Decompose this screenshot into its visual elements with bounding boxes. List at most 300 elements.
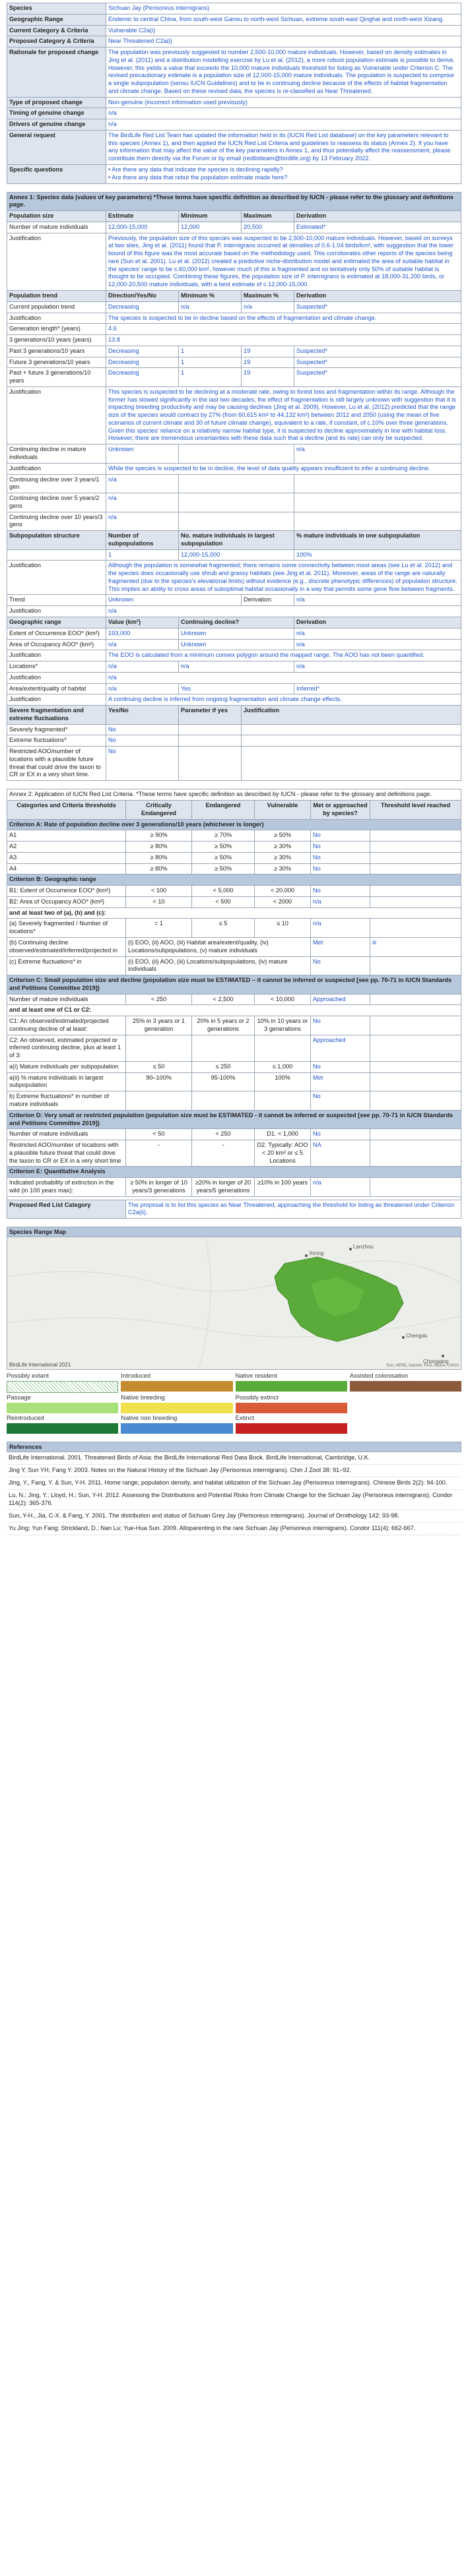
- data-row: [7, 628, 461, 639]
- table-cell: a(ii) % mature individuals in largest subpopulation: [7, 1072, 126, 1091]
- table-cell: 19: [242, 368, 294, 387]
- header-row: [7, 290, 461, 301]
- data-row: [7, 1016, 461, 1035]
- table-cell: Decreasing: [106, 368, 179, 387]
- data-row: [7, 830, 461, 842]
- table-cell: [126, 1091, 192, 1111]
- legend-label: Introduced: [121, 1372, 151, 1380]
- table-cell: ≤ 10: [255, 919, 311, 938]
- data-row: [7, 368, 461, 387]
- criterion-title: Criterion A: Rate of population decline over 3 generations/10 years (whichever is longer): [7, 819, 461, 830]
- table-cell: Continuing decline in mature individuals: [7, 445, 106, 464]
- table-cell: 12,000-15,000: [106, 222, 179, 233]
- summary-row: [7, 119, 461, 131]
- legend-item: [121, 1394, 232, 1413]
- criterion-row: [7, 1110, 461, 1129]
- legend-label: [350, 1394, 461, 1401]
- summary-value: • Are there any data that indicate the species is declining rapidly? • Are there any data that rebut the population estimate made here?: [106, 165, 461, 184]
- table-cell: No: [311, 842, 370, 853]
- legend-swatch: [121, 1423, 232, 1434]
- summary-row: [7, 97, 461, 108]
- criterion-title: Criterion D: Very small or restricted population (population size must be ESTIMATED - it cannot be inferred or suspected [see pp. 70-71 in IUCN Standards and Petitions Committee 2019]): [7, 1110, 461, 1129]
- range-map-svg: [7, 1237, 461, 1369]
- table-cell: < 250: [192, 1129, 255, 1140]
- table-cell: B1: Extent of Occurrence EOO* (km²): [7, 886, 126, 897]
- column-header: Critically Endangered: [126, 801, 192, 820]
- table-cell: < 100: [126, 886, 192, 897]
- summary-row: [7, 25, 461, 36]
- legend-label: Extinct: [235, 1415, 255, 1423]
- criterion-note: and at least two of (a), (b) and (c):: [7, 907, 461, 919]
- data-row: [7, 301, 461, 313]
- summary-label: Current Category & Criteria: [7, 25, 106, 36]
- column-header: No. mature individuals in largest subpopulation: [179, 531, 294, 550]
- data-row: [7, 512, 461, 531]
- table-cell: D1. < 1,000: [255, 1129, 311, 1140]
- table-cell: [370, 863, 461, 874]
- table-cell: Restricted AOO/number of locations with a plausible future threat that could drive the taxon to CR or EX in a very short time.: [7, 747, 106, 781]
- data-row: [7, 1140, 461, 1167]
- table-cell: 193,000: [106, 628, 179, 639]
- legend-swatch: [7, 1403, 118, 1413]
- table-cell: NA: [311, 1140, 370, 1167]
- table-cell: 19: [242, 346, 294, 357]
- table-cell: 13.8: [106, 335, 461, 346]
- table-cell: 100%: [294, 549, 461, 561]
- table-cell: [370, 830, 461, 842]
- table-cell: [370, 919, 461, 938]
- justification-row: [7, 650, 461, 661]
- table-cell: < 500: [192, 896, 255, 907]
- table-cell: Generation length* (years): [7, 324, 106, 335]
- justification-row: [7, 313, 461, 324]
- table-cell: n/a: [106, 661, 179, 673]
- table-cell: [192, 1091, 255, 1111]
- justification-text: n/a: [106, 672, 461, 683]
- data-row: [7, 493, 461, 512]
- table-cell: 20,500: [242, 222, 294, 233]
- table-cell: [126, 1035, 192, 1061]
- legend-item: [236, 1415, 347, 1434]
- table-cell: (i) EOO, (ii) AOO, (iii) Habitat area/extent/quality, (iv) Locations/subpopulations, (v) mature individuals: [126, 937, 311, 956]
- table-cell: ≥ 80%: [126, 852, 192, 863]
- data-row: [7, 956, 461, 975]
- column-header: Estimate: [106, 211, 179, 222]
- table-cell: No: [311, 886, 370, 897]
- column-header: Derivation: [294, 290, 461, 301]
- summary-value: n/a: [106, 108, 461, 119]
- justification-text: The EOO is calculated from a minimum convex polygon around the mapped range. The AOO has not been quantified.: [106, 650, 461, 661]
- legend-swatch: [7, 1423, 118, 1434]
- table-cell: [370, 842, 461, 853]
- criterion-row: [7, 874, 461, 886]
- table-cell: [370, 994, 461, 1005]
- data-row: [7, 222, 461, 233]
- table-cell: ≤ 5: [192, 919, 255, 938]
- note-row: [7, 907, 461, 919]
- range-map[interactable]: [7, 1237, 461, 1370]
- legend-label: Native resident: [235, 1372, 277, 1380]
- table-cell: Approached: [311, 994, 370, 1005]
- table-cell: Justification: [7, 463, 106, 474]
- data-row: [7, 735, 461, 747]
- table-cell: ≥ 90%: [126, 830, 192, 842]
- data-row: [7, 474, 461, 493]
- table-cell: n/a: [294, 445, 461, 464]
- table-cell: ≥ 80%: [126, 842, 192, 853]
- table-cell: n/a: [294, 661, 461, 673]
- table-cell: (i) EOO, (ii) AOO, (iii) Locations/subpopulations, (iv) mature individuals: [126, 956, 311, 975]
- table-cell: No: [311, 1129, 370, 1140]
- table-cell: B2: Area of Occupancy AOO* (km²): [7, 896, 126, 907]
- legend-swatch: [350, 1403, 461, 1413]
- table-cell: n/a: [106, 639, 179, 650]
- summary-value: Non-genuine (incorrect information used previously): [106, 97, 461, 108]
- table-cell: ≥ 30%: [255, 852, 311, 863]
- table-cell: No: [106, 735, 179, 747]
- table-cell: n/a: [106, 493, 179, 512]
- column-header: Justification: [242, 706, 461, 725]
- summary-label: Rationale for proposed change: [7, 47, 106, 98]
- table-cell: Justification: [7, 606, 106, 617]
- data-row: [7, 852, 461, 863]
- justification-row: [7, 233, 461, 290]
- table-cell: Severe fragmentation and extreme fluctuations: [7, 706, 106, 725]
- table-cell: 1: [179, 357, 242, 368]
- table-cell: < 5,000: [192, 886, 255, 897]
- legend-label: Possibly extant: [7, 1372, 49, 1380]
- table-cell: 1: [179, 346, 242, 357]
- table-cell: n/a: [294, 628, 461, 639]
- data-row: [7, 683, 461, 694]
- table-cell: [370, 956, 461, 975]
- table-cell: [370, 886, 461, 897]
- table-cell: Inferred*: [294, 683, 461, 694]
- data-row: [7, 1091, 461, 1111]
- summary-value: Endemic to central China, from south-west Gansu to north-west Sichuan, extreme south-east Qinghai and north-west Xizang.: [106, 14, 461, 25]
- table-cell: Met: [311, 937, 370, 956]
- summary-label: Timing of genuine change: [7, 108, 106, 119]
- table-cell: No: [311, 1016, 370, 1035]
- legend-label: Native breeding: [121, 1394, 165, 1402]
- data-row: [7, 595, 461, 606]
- table-cell: Suspected*: [294, 346, 461, 357]
- table-cell: [370, 852, 461, 863]
- table-cell: 90–100%: [126, 1072, 192, 1091]
- table-cell: Justification: [7, 386, 106, 444]
- table-cell: Continuing decline over 3 years/1 gen: [7, 474, 106, 493]
- table-cell: C1: An observed/estimated/projected continuing decline of at least:: [7, 1016, 126, 1035]
- legend-label: Reintroduced: [7, 1415, 44, 1423]
- table-cell: D2. Typically: AOO < 20 km² or ≤ 5 Locations: [255, 1140, 311, 1167]
- map-esri-credit: Esri, HERE, Garmin, FAO, NOAA, USGS: [386, 1364, 459, 1368]
- table-cell: n/a: [311, 896, 370, 907]
- justification-text: A continuing decline is inferred from ongoing fragmentation and climate change effects.: [106, 694, 461, 706]
- table-cell: Number of mature individuals: [7, 1129, 126, 1140]
- table-cell: Area of Occupancy AOO* (km²): [7, 639, 106, 650]
- table-cell: Derivation: [294, 617, 461, 629]
- data-row: [7, 994, 461, 1005]
- table-cell: [7, 549, 106, 561]
- data-row: [7, 937, 461, 956]
- table-cell: Current population trend: [7, 301, 106, 313]
- data-row: [7, 724, 461, 735]
- proposed-row: [7, 1200, 461, 1219]
- table-cell: % mature individuals in one subpopulation: [294, 531, 461, 550]
- column-header: Population size: [7, 211, 106, 222]
- table-cell: 95-100%: [192, 1072, 255, 1091]
- table-cell: n/a: [179, 661, 294, 673]
- table-cell: < 20,000: [255, 886, 311, 897]
- summary-row: [7, 165, 461, 184]
- justification-text: n/a: [106, 606, 461, 617]
- criterion-title: Criterion E: Quantitative Analysis: [7, 1167, 461, 1178]
- table-cell: ≥ 30%: [255, 863, 311, 874]
- table-cell: [370, 1178, 461, 1197]
- map-title: Species Range Map: [7, 1227, 461, 1237]
- table-cell: 1: [106, 549, 179, 561]
- header-row: [7, 211, 461, 222]
- table-cell: ≥ 50%: [255, 830, 311, 842]
- table-cell: No: [106, 747, 179, 781]
- references-section: [7, 1442, 461, 1535]
- place-label: Chongqing: [423, 1359, 449, 1365]
- data-row: [7, 1129, 461, 1140]
- legend-item: [350, 1372, 461, 1393]
- reference-item: Sun, Y-H., Jia, C-X. & Fang, Y. 2001. The distribution and status of Sichuan Grey Jay (Perisoreus internigrans). Journal of Ornithology 142: 93-98.: [7, 1510, 461, 1523]
- column-header: Met or approached by species?: [311, 801, 370, 820]
- data-row: [7, 346, 461, 357]
- table-cell: [294, 493, 461, 512]
- table-cell: Suspected*: [294, 368, 461, 387]
- data-row: [7, 842, 461, 853]
- table-cell: Number of subpopulations: [106, 531, 179, 550]
- summary-value: Sichuan Jay (Perisoreus internigrans): [106, 3, 461, 15]
- column-header: Derivation: [294, 211, 461, 222]
- legend-swatch: [7, 1381, 118, 1393]
- annex1-section: [7, 192, 461, 782]
- summary-row: [7, 3, 461, 15]
- legend-swatch: [121, 1381, 232, 1392]
- data-row: [7, 661, 461, 673]
- table-cell: Locations*: [7, 661, 106, 673]
- legend-swatch: [350, 1423, 461, 1434]
- table-cell: [370, 1035, 461, 1061]
- table-cell: 12,000: [179, 222, 242, 233]
- summary-label: Drivers of genuine change: [7, 119, 106, 131]
- summary-row: [7, 36, 461, 47]
- legend-swatch: [236, 1403, 347, 1413]
- table-cell: No: [311, 1061, 370, 1072]
- table-cell: Suspected*: [294, 301, 461, 313]
- table-cell: Justification: [7, 694, 106, 706]
- table-cell: iii: [370, 937, 461, 956]
- table-cell: n/a: [242, 301, 294, 313]
- proposed-label: Proposed Red List Category: [7, 1200, 126, 1219]
- header-row: [7, 617, 461, 629]
- table-cell: Decreasing: [106, 301, 179, 313]
- summary-label: Specific questions: [7, 165, 106, 184]
- justification-text: The species is suspected to be in decline based on the effects of fragmentation and climate change.: [106, 313, 461, 324]
- legend-item: [121, 1372, 232, 1393]
- summary-label: Geographic Range: [7, 14, 106, 25]
- data-row: [7, 863, 461, 874]
- table-cell: n/a: [106, 683, 179, 694]
- table-cell: C2: An observed, estimated projected or inferred continuing decline, plus at least 1 of 3:: [7, 1035, 126, 1061]
- table-cell: Continuing decline over 5 years/2 gens: [7, 493, 106, 512]
- annex-header-row: [7, 192, 461, 211]
- range-map-section: [7, 1227, 461, 1434]
- justification-row: [7, 606, 461, 617]
- table-cell: 19: [242, 357, 294, 368]
- table-cell: Extreme fluctuations*: [7, 735, 106, 747]
- criterion-title: Criterion C: Small population size and decline (population size must be ESTIMATED – it cannot be inferred or suspected [see pp. 70-71 in IUCN Standards and Petitions Committee 2019]): [7, 975, 461, 995]
- table-cell: ≤ 1,000: [255, 1061, 311, 1072]
- table-cell: 100%: [255, 1072, 311, 1091]
- data-row: [7, 1072, 461, 1091]
- justification-text: Previously, the population size of this species was suspected to be 2,500-10,000 mature individuals. However, based on surveys at two sites, Jing et al. (2011) found that P. internigrans occurred at densities of 0.6-1.04 birds/km², with suggestion that the lower bound of this figure was the most accurate based on the methodology used. This corroborates other reports of the species being rare (Sun et al. 2001). Lu et al. (2012) created a predictive niche-distribution model and estimated the area of suitable habitat in the species' range to be c.60,000 km², however much of this is fragmented and so tentatively only 50% of suitable habitat is thought to be occupied. Combining these figures, the population size of P. internigrans is estimated at 18,000-31,200 birds, or 12,000-20,500 mature individuals, with a best estimate of c.12,000-15,000.: [106, 233, 461, 290]
- table-cell: n/a: [106, 474, 179, 493]
- column-header: Direction/Yes/No: [106, 290, 179, 301]
- table-cell: Unknown: [106, 595, 242, 606]
- table-cell: ≥ 70%: [192, 830, 255, 842]
- table-cell: -: [126, 1140, 192, 1167]
- table-cell: n/a: [311, 1178, 370, 1197]
- legend-item: [121, 1415, 232, 1434]
- table-cell: Decreasing: [106, 357, 179, 368]
- table-cell: < 10: [126, 896, 192, 907]
- assessment-page: [7, 0, 461, 1535]
- table-cell: ≥ 50%: [192, 852, 255, 863]
- table-cell: [179, 493, 294, 512]
- table-cell: Unknown: [179, 639, 294, 650]
- legend-label: [350, 1415, 461, 1422]
- references-title: References: [7, 1442, 461, 1452]
- table-cell: Geographic range: [7, 617, 106, 629]
- table-cell: Justification: [7, 561, 106, 595]
- summary-row: [7, 130, 461, 164]
- table-cell: n/a: [294, 595, 461, 606]
- table-cell: Number of mature individuals: [7, 994, 126, 1005]
- table-cell: A3: [7, 852, 126, 863]
- table-cell: [294, 474, 461, 493]
- table-cell: Met: [311, 1072, 370, 1091]
- table-cell: [242, 735, 461, 747]
- table-cell: Justification: [7, 313, 106, 324]
- table-cell: b) Extreme fluctuations* in number of mature individuals: [7, 1091, 126, 1111]
- table-cell: < 2,500: [192, 994, 255, 1005]
- summary-value: n/a: [106, 119, 461, 131]
- table-cell: Unknown: [179, 628, 294, 639]
- justification-text: While the species is suspected to be in decline, the level of data quality appears insufficient to infer a continuing decline.: [106, 463, 461, 474]
- table-cell: < 250: [126, 994, 192, 1005]
- legend-item: [350, 1394, 461, 1413]
- table-cell: [370, 1091, 461, 1111]
- reference-item: Jing Y, Sun YH, Fang Y. 2003. Notes on the Natural History of the Sichuan Jay (Perisoreus internigrans). Chin J Zool 38: 91–92.: [7, 1465, 461, 1477]
- table-cell: Continuing decline over 10 years/3 gens: [7, 512, 106, 531]
- legend-swatch: [236, 1381, 347, 1392]
- table-cell: 1: [179, 368, 242, 387]
- data-row: [7, 1035, 461, 1061]
- reference-item: BirdLife International. 2001. Threatened Birds of Asia: the BirdLife International Red Data Book. BirdLife International, Cambridge, U.K.: [7, 1452, 461, 1465]
- table-cell: ≥ 50% in longer of 10 years/3 generations: [126, 1178, 192, 1197]
- annex1-table: [7, 192, 461, 782]
- table-cell: Severely fragmented*: [7, 724, 106, 735]
- data-row: [7, 886, 461, 897]
- table-cell: A4: [7, 863, 126, 874]
- table-cell: ≥ 30%: [255, 842, 311, 853]
- map-legend: [7, 1372, 461, 1434]
- annex2-section: [7, 789, 461, 1219]
- table-cell: [242, 747, 461, 781]
- justification-row: [7, 672, 461, 683]
- table-cell: Trend: [7, 595, 106, 606]
- justification-row: [7, 463, 461, 474]
- table-cell: No: [106, 724, 179, 735]
- table-cell: n/a: [294, 639, 461, 650]
- table-cell: 20% in 5 years or 2 generations: [192, 1016, 255, 1035]
- table-cell: [370, 1129, 461, 1140]
- table-cell: Yes: [179, 683, 294, 694]
- legend-swatch: [236, 1423, 347, 1434]
- legend-item: [7, 1394, 118, 1413]
- legend-label: Assisted colonisation: [349, 1372, 409, 1380]
- note-row: [7, 1005, 461, 1016]
- table-cell: -: [192, 1140, 255, 1167]
- table-cell: ≥ 80%: [126, 863, 192, 874]
- table-cell: [370, 1140, 461, 1167]
- data-row: [7, 324, 461, 335]
- table-cell: Derivation:: [242, 595, 294, 606]
- column-header: Maximum: [242, 211, 294, 222]
- legend-label: Passage: [7, 1394, 31, 1402]
- table-cell: Extent of Occurrence EOO* (km²): [7, 628, 106, 639]
- legend-swatch: [121, 1403, 232, 1413]
- column-header: Vulnerable: [255, 801, 311, 820]
- table-cell: ≥10% in 100 years: [255, 1178, 311, 1197]
- legend-label: Native non breeding: [121, 1415, 178, 1423]
- legend-item: [236, 1372, 347, 1393]
- table-cell: No: [311, 956, 370, 975]
- proposed-text: The proposal is to list this species as Near Threatened, approaching the threshold for listing as threatened under Criterion C2a(ii).: [126, 1200, 461, 1219]
- data-row: [7, 896, 461, 907]
- table-cell: Approached: [311, 1035, 370, 1061]
- table-cell: No: [311, 830, 370, 842]
- table-cell: [179, 445, 294, 464]
- summary-row: [7, 14, 461, 25]
- header-row: [7, 706, 461, 725]
- summary-row: [7, 108, 461, 119]
- place-label: Xining: [309, 1250, 324, 1257]
- table-cell: [179, 474, 294, 493]
- table-cell: 12,000-15,000: [179, 549, 294, 561]
- table-cell: ≥ 50%: [192, 842, 255, 853]
- table-cell: [370, 896, 461, 907]
- table-cell: [242, 724, 461, 735]
- table-cell: [255, 1035, 311, 1061]
- summary-value: The BirdLife Red List Team has updated the information held in its (IUCN Red List database) on the key parameters relevant to this species (Annex 1), and then applied the IUCN Red List Criteria and guidelines to reassess its status (Annex 2). If you have any information that may affect the value of the key parameters in Annex 1, and thus potentially affect the reassessment, please contribute them directly via the Forum or by email (redlistteam@birdlife.org) by 13 February 2022.: [106, 130, 461, 164]
- table-cell: [192, 1035, 255, 1061]
- table-cell: [370, 1016, 461, 1035]
- table-cell: ≤ 50: [126, 1061, 192, 1072]
- justification-row: [7, 561, 461, 595]
- place-label: Lanzhou: [353, 1244, 374, 1250]
- table-cell: Past 3 generations/10 years: [7, 346, 106, 357]
- criterion-row: [7, 1167, 461, 1178]
- reference-item: Jing, Y., Fang, Y. & Sun, Y-H. 2011. Home range, population density, and habitat utilization of the Sichuan Jay (Perisoreus internigrans). Chinese Birds 2(2): 94-100.: [7, 1477, 461, 1490]
- place-label: Chengdu: [406, 1333, 428, 1339]
- legend-label: Possibly extinct: [235, 1394, 279, 1402]
